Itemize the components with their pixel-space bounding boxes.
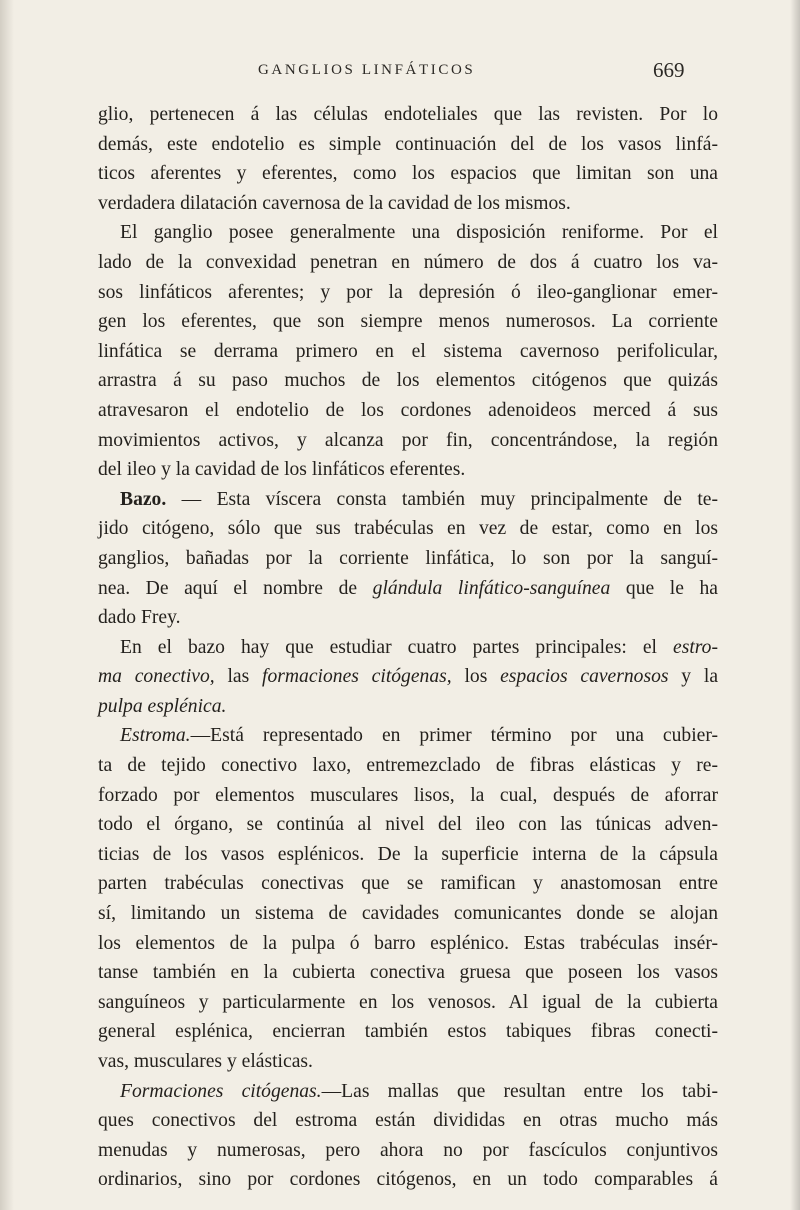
subsection-heading: Estroma. [120,725,191,747]
text-span: —Las mallas que resultan entre los tabi- [321,1080,718,1102]
text-span: El ganglio posee generalmente una disposición reniforme. Por el [120,222,718,244]
text-line [98,988,718,1018]
text-line [98,781,718,811]
text-span: atravesaron el endotelio de los cordones adenoideos merced á sus [98,399,718,421]
running-head [0,58,800,88]
text-span: los [451,666,501,688]
text-line [98,366,718,396]
text-span: las [214,666,263,688]
text-span: verdadera dilatación cavernosa de la cavidad de los mismos. [98,192,571,214]
text-span: sí, limitando un sistema de cavidades comunicantes donde se alojan [98,903,718,925]
running-head-title: GANGLIOS LINFÁTICOS [258,62,476,78]
text-line [98,1077,718,1107]
text-span: dado Frey. [98,607,181,629]
subsection-heading: Formaciones citógenas. [120,1080,322,1102]
text-line [98,1165,718,1195]
italic-term: glándula linfático-sanguínea [372,577,611,599]
text-span: nea. De aquí el nombre de [98,577,373,599]
text-span: menudas y numerosas, pero ahora no por fascículos conjuntivos [98,1139,718,1161]
text-line [98,810,718,840]
text-line [98,633,718,663]
text-line [98,514,718,544]
italic-term: espacios cavernosos [500,666,669,688]
text-line [98,603,718,633]
text-line [98,899,718,929]
text-line [98,218,718,248]
text-line [98,485,718,515]
text-line [98,278,718,308]
text-line [98,159,718,189]
text-span: ticos aferentes y eferentes, como los espacios que limitan son una [98,163,718,185]
text-line [98,307,718,337]
text-span: general esplénica, encierran también estos tabiques fibras conecti- [98,1021,718,1043]
text-span: forzado por elementos musculares lisos, la cual, después de aforrar [98,784,718,806]
text-span: glio, pertenecen á las células endoteliales que las revisten. Por lo [98,104,718,125]
text-line [98,130,718,160]
text-line [98,248,718,278]
section-heading: Bazo. [120,488,167,510]
text-span: y la [668,666,719,688]
text-line [98,721,718,751]
text-line [98,869,718,899]
text-line [98,100,718,130]
text-line [98,455,718,485]
text-line [98,337,718,367]
text-span: jido citógeno, sólo que sus trabéculas en vez de estar, como en los [98,518,718,540]
text-span: En el bazo hay que estudiar cuatro partes principales: el [120,636,673,658]
text-span: arrastra á su paso muchos de los elementos citógenos que quizás [98,370,718,392]
text-span: los elementos de la pulpa ó barro esplénico. Estas trabéculas insér- [98,932,718,954]
text-line [98,396,718,426]
text-span: ganglios, bañadas por la corriente linfática, lo son por la sanguí- [98,547,718,569]
text-span: todo el órgano, se continúa al nivel del ileo con las túnicas adven- [98,814,718,836]
italic-term: estro- [673,636,718,658]
text-line [98,1106,718,1136]
text-line [98,1136,718,1166]
italic-term: pulpa esplénica. [98,695,227,717]
text-span: sanguíneos y particularmente en los venosos. Al igual de la cubierta [98,991,718,1013]
text-line [98,662,718,692]
text-span: parten trabéculas conectivas que se ramifican y anastomosan entre [98,873,718,895]
text-span: ordinarios, sino por cordones citógenos, en un todo comparables á [98,1169,718,1191]
page-edge-shadow [790,0,800,1210]
text-line [98,1047,718,1077]
text-span: vas, musculares y elásticas. [98,1051,313,1072]
page-number: 669 [653,58,685,82]
text-line [98,929,718,959]
text-span: que le ha [610,577,718,599]
text-span: ta de tejido conectivo laxo, entremezclado de fibras elásticas y re- [98,755,718,777]
text-span: sos linfáticos aferentes; y por la depresión ó ileo-ganglionar emer- [98,281,718,303]
text-span: del ileo y la cavidad de los linfáticos eferentes. [98,459,466,481]
italic-term: formaciones citógenas, [262,666,452,688]
text-span: — Esta víscera consta también muy principalmente de te- [166,488,718,510]
text-span: tanse también en la cubierta conectiva gruesa que poseen los vasos [98,962,718,984]
italic-term: ma conectivo, [98,666,215,688]
page-gutter-shade [0,0,14,1210]
text-span: ques conectivos del estroma están divididas en otras mucho más [98,1110,718,1132]
text-span: gen los eferentes, que son siempre menos numerosos. La corriente [98,311,718,333]
text-line [98,840,718,870]
text-span: linfática se derrama primero en el sistema cavernoso perifolicular, [98,340,718,362]
text-span: demás, este endotelio es simple continuación del de los vasos linfá- [98,133,718,155]
text-line [98,1017,718,1047]
text-line [98,751,718,781]
text-span: movimientos activos, y alcanza por fin, concentrándose, la región [98,429,718,451]
text-span: lado de la convexidad penetran en número de dos á cuatro los va- [98,251,718,273]
text-span: ticias de los vasos esplénicos. De la superficie interna de la cápsula [98,843,718,865]
text-line [98,958,718,988]
text-span: —Está representado en primer término por una cubier- [190,725,718,747]
text-line [98,544,718,574]
text-line [98,189,718,219]
text-line [98,426,718,456]
text-line [98,574,718,604]
body-text [98,100,718,1195]
text-line [98,692,718,722]
